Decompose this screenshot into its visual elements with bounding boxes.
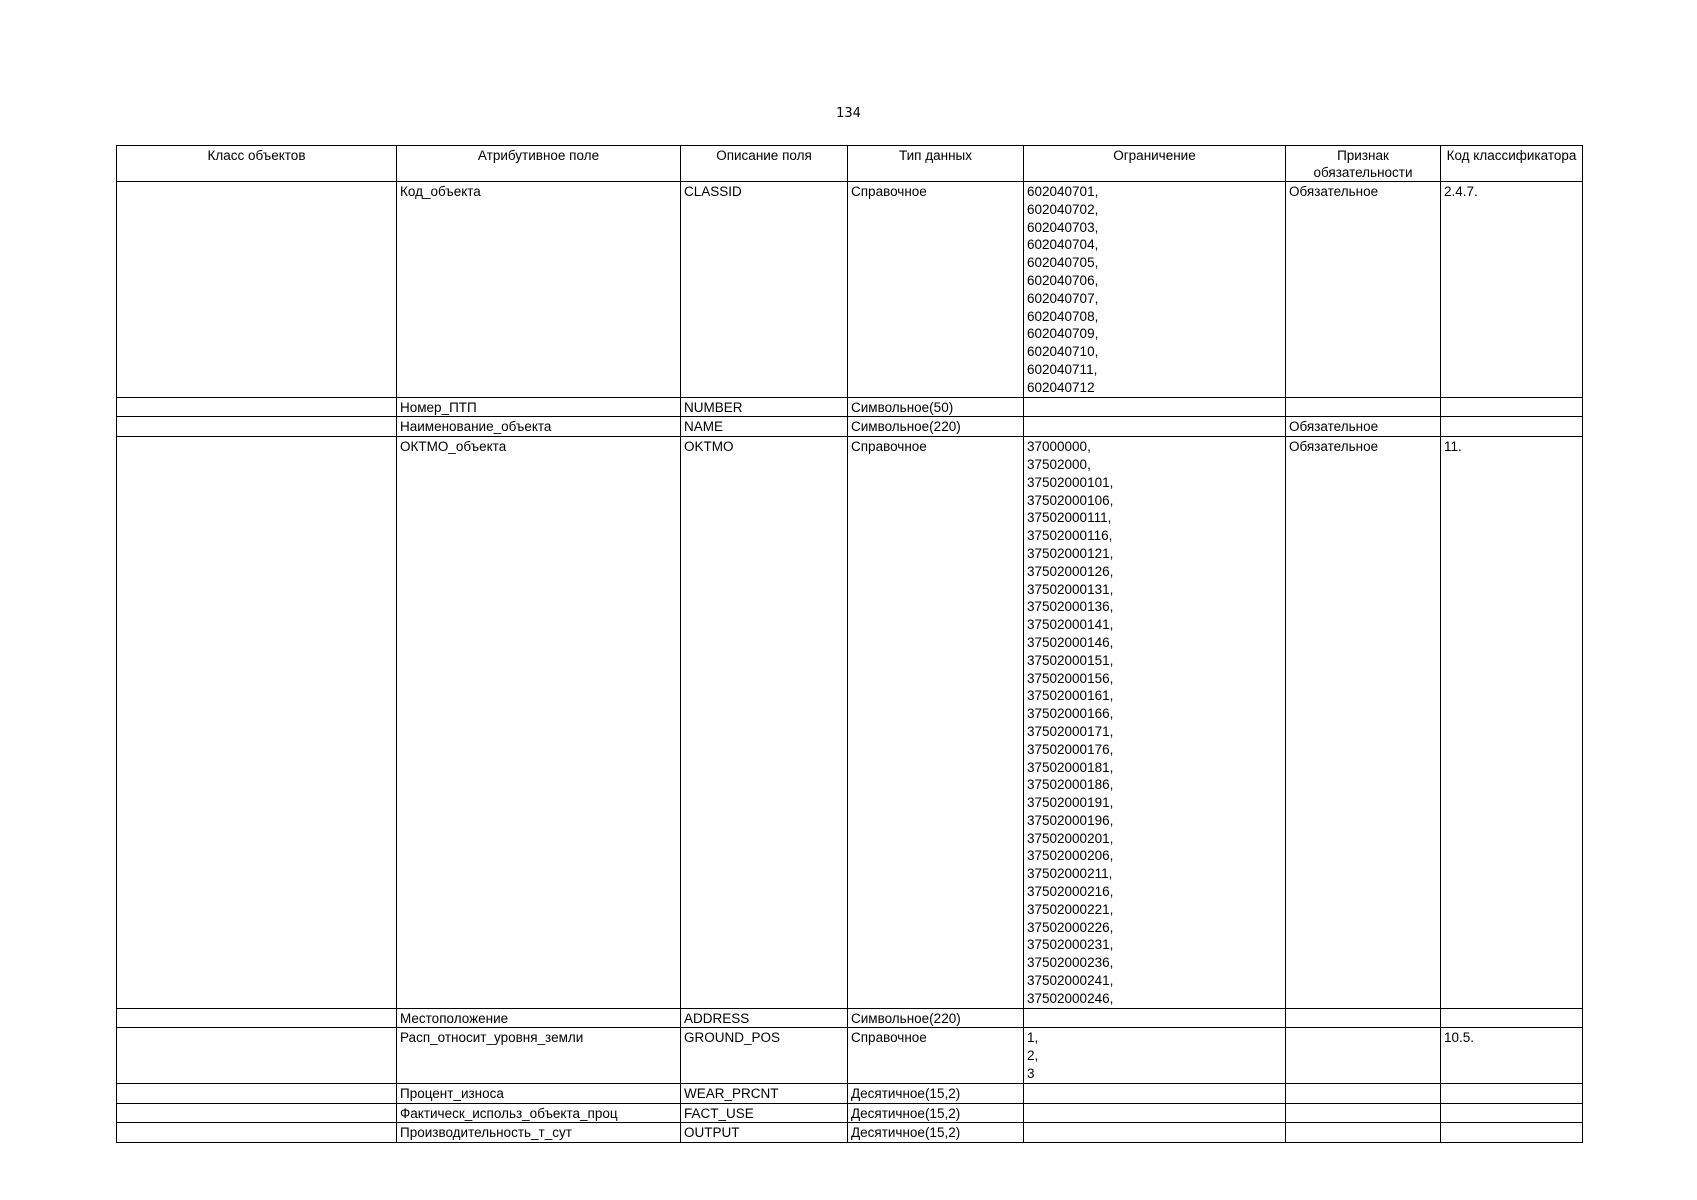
- cell-datatype: Справочное: [848, 1028, 1024, 1083]
- header-limit: Ограничение: [1024, 146, 1286, 182]
- cell-code: [1441, 1083, 1583, 1103]
- cell-class: [117, 417, 397, 437]
- cell-attribute: Наименование_объекта: [397, 417, 681, 437]
- cell-code: [1441, 1103, 1583, 1123]
- table-row: [117, 1083, 1583, 1103]
- cell-class: [117, 1028, 397, 1083]
- cell-required: [1286, 397, 1441, 417]
- cell-limit: [1024, 1123, 1286, 1143]
- cell-datatype: Символьное(220): [848, 417, 1024, 437]
- table-row: [117, 397, 1583, 417]
- header-attribute: Атрибутивное поле: [397, 146, 681, 182]
- cell-datatype: Десятичное(15,2): [848, 1123, 1024, 1143]
- cell-required: Обязательное: [1286, 182, 1441, 398]
- cell-attribute: ОКТМО_объекта: [397, 437, 681, 1009]
- cell-description: FACT_USE: [681, 1103, 848, 1123]
- header-code: Код классификатора: [1441, 146, 1583, 182]
- cell-required: [1286, 1123, 1441, 1143]
- header-required: Признак обязательности: [1286, 146, 1441, 182]
- cell-code: [1441, 1008, 1583, 1028]
- cell-description: OKTMO: [681, 437, 848, 1009]
- cell-datatype: Справочное: [848, 182, 1024, 398]
- header-description: Описание поля: [681, 146, 848, 182]
- cell-datatype: Десятичное(15,2): [848, 1103, 1024, 1123]
- cell-code: [1441, 397, 1583, 417]
- cell-code: [1441, 1123, 1583, 1143]
- cell-datatype: Десятичное(15,2): [848, 1083, 1024, 1103]
- cell-code: [1441, 417, 1583, 437]
- cell-class: [117, 397, 397, 417]
- cell-description: WEAR_PRCNT: [681, 1083, 848, 1103]
- cell-class: [117, 1103, 397, 1123]
- cell-description: GROUND_POS: [681, 1028, 848, 1083]
- cell-class: [117, 182, 397, 398]
- cell-class: [117, 1008, 397, 1028]
- cell-attribute: Местоположение: [397, 1008, 681, 1028]
- header-class: Класс объектов: [117, 146, 397, 182]
- page-number: 134: [836, 106, 861, 121]
- cell-attribute: Расп_относит_уровня_земли: [397, 1028, 681, 1083]
- cell-attribute: Процент_износа: [397, 1083, 681, 1103]
- cell-required: [1286, 1083, 1441, 1103]
- cell-required: Обязательное: [1286, 437, 1441, 1009]
- table-row: [117, 1123, 1583, 1143]
- table-row: [117, 1103, 1583, 1123]
- cell-attribute: Номер_ПТП: [397, 397, 681, 417]
- cell-description: NAME: [681, 417, 848, 437]
- cell-code: 11.: [1441, 437, 1583, 1009]
- cell-limit: 602040701, 602040702, 602040703, 602040704, 602040705, 602040706, 602040707, 602040708, 602040709, 602040710, 602040711, 602040712: [1024, 182, 1286, 398]
- cell-required: [1286, 1028, 1441, 1083]
- cell-limit: 1, 2, 3: [1024, 1028, 1286, 1083]
- table-row: [117, 417, 1583, 437]
- table-row: [117, 1028, 1583, 1083]
- cell-limit: [1024, 1008, 1286, 1028]
- cell-limit: [1024, 397, 1286, 417]
- cell-code: 10.5.: [1441, 1028, 1583, 1083]
- cell-class: [117, 1123, 397, 1143]
- cell-datatype: Справочное: [848, 437, 1024, 1009]
- table-row: [117, 437, 1583, 1009]
- cell-code: 2.4.7.: [1441, 182, 1583, 398]
- cell-limit: [1024, 417, 1286, 437]
- cell-required: [1286, 1008, 1441, 1028]
- cell-datatype: Символьное(50): [848, 397, 1024, 417]
- cell-description: NUMBER: [681, 397, 848, 417]
- header-datatype: Тип данных: [848, 146, 1024, 182]
- cell-limit: [1024, 1083, 1286, 1103]
- table-row: [117, 182, 1583, 398]
- cell-description: ADDRESS: [681, 1008, 848, 1028]
- cell-datatype: Символьное(220): [848, 1008, 1024, 1028]
- cell-required: [1286, 1103, 1441, 1123]
- cell-class: [117, 1083, 397, 1103]
- cell-attribute: Производительность_т_сут: [397, 1123, 681, 1143]
- cell-required: Обязательное: [1286, 417, 1441, 437]
- cell-description: CLASSID: [681, 182, 848, 398]
- cell-class: [117, 437, 397, 1009]
- attribute-table: [116, 145, 1583, 1143]
- cell-limit: 37000000, 37502000, 37502000101, 37502000106, 37502000111, 37502000116, 37502000121, 37502000126, 37502000131, 37502000136, 37502000141, 37502000146, 37502000151, 37502000156, 37502000161, 37502000166, 37502000171, 37502000176, 37502000181, 37502000186, 37502000191, 37502000196, 37502000201, 37502000206, 37502000211, 37502000216, 37502000221, 37502000226, 37502000231, 37502000236, 37502000241, 37502000246,: [1024, 437, 1286, 1009]
- cell-description: OUTPUT: [681, 1123, 848, 1143]
- table-row: [117, 1008, 1583, 1028]
- cell-attribute: Фактическ_использ_объекта_проц: [397, 1103, 681, 1123]
- table-header-row: [117, 146, 1583, 182]
- cell-attribute: Код_объекта: [397, 182, 681, 398]
- cell-limit: [1024, 1103, 1286, 1123]
